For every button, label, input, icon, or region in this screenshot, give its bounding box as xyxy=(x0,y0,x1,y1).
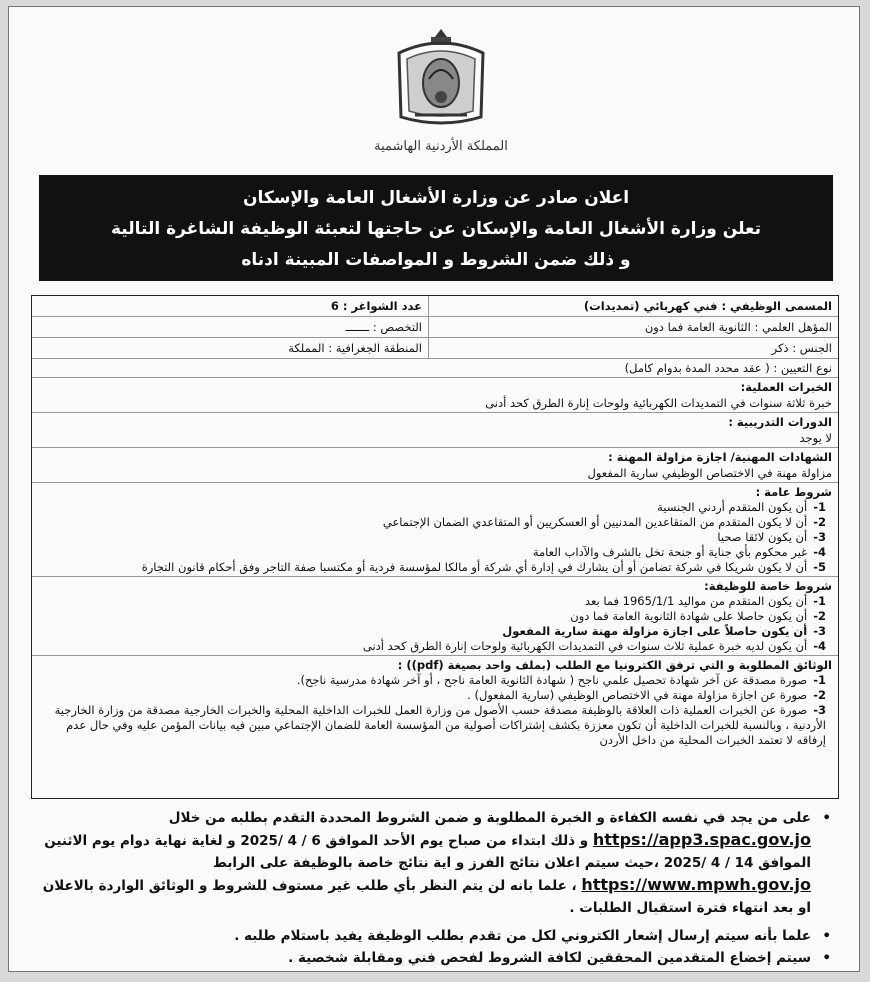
special-list xyxy=(38,594,832,654)
appointment-type: نوع التعيين : ( عقد محدد المدة بدوام كامل) xyxy=(32,359,838,378)
vacancies: عدد الشواغر : 6 xyxy=(32,296,428,317)
list-item: 2-أن يكون حاصلا على شهادة الثانوية العامة فما دون xyxy=(570,609,826,623)
required-documents xyxy=(32,656,838,749)
note-interview: • سيتم إخضاع المتقدمين المحققين لكافة الشروط لفحص فني ومقابلة شخصية . xyxy=(39,947,835,969)
apply-link[interactable]: https://app3.spac.gov.jo xyxy=(592,830,811,849)
general-heading: شروط عامة : xyxy=(755,485,832,499)
list-item: 3-صورة عن الخبرات العملية ذات العلاقة بالوظيفة مصدقة حسب الأصول من وزارة العمل للخبرات الداخلية المحلية والخبرات الخارجية مصدقة من وزارة الخارجية الأردنية ، وبالنسبة للخبرات الداخلية أن تكون معززة بكشف إشتراكات أصولية من المؤسسة العامة للضمان الإجتماعي مبين فيه بيانات المؤمن عليه وفي حال عدم إرفاقه لا تعتمد الخبرات المحلية من داخل الأردن xyxy=(54,703,826,747)
list-item: 2-صورة عن اجازة مزاولة مهنة في الاختصاص الوظيفي (سارية المفعول) . xyxy=(467,688,826,702)
header-banner xyxy=(39,175,833,281)
region: المنطقة الجغرافية : المملكة xyxy=(32,338,428,359)
general-list xyxy=(38,500,832,575)
list-item: 2-أن لا يكون المتقدم من المتقاعدين المدنيين أو العسكريين أو المتقاعدي الضمان الإجتماعي xyxy=(382,515,826,529)
note-notification: • علما بأنه سيتم إرسال إشعار الكتروني لكل من تقدم بطلب الوظيفة يفيد باستلام طلبه . xyxy=(39,925,835,947)
special-conditions xyxy=(32,577,838,656)
courses-section xyxy=(32,413,838,448)
courses-text: لا يوجد xyxy=(799,431,832,445)
bullet-icon: • xyxy=(822,810,831,826)
banner-line-2: تعلن وزارة الأشغال العامة والإسكان عن حاجتها لتعبئة الوظيفة الشاغرة التالية xyxy=(110,219,761,239)
bullet-icon: • xyxy=(822,950,831,966)
list-item: 1-أن يكون المتقدم أردني الجنسية xyxy=(657,500,826,514)
experience-text: خبرة ثلاثة سنوات في التمديدات الكهربائية ولوحات إنارة الطرق كحد أدنى xyxy=(485,396,832,410)
certs-heading: الشهادات المهنية/ اجازة مزاولة المهنة : xyxy=(608,450,832,464)
results-link[interactable]: https://www.mpwh.gov.jo xyxy=(581,875,811,894)
gender: الجنس : ذكر xyxy=(428,338,838,359)
courses-heading: الدورات التدريبية : xyxy=(728,415,832,429)
bullet-icon: • xyxy=(822,928,831,944)
kingdom-signature: المملكة الأردنية الهاشمية xyxy=(374,139,508,154)
application-notes xyxy=(39,807,835,969)
docs-list xyxy=(38,673,832,748)
list-item: 4-غير محكوم بأي جناية أو جنحة تخل بالشرف والآداب العامة xyxy=(532,545,826,559)
note-apply: • على من يجد في نفسه الكفاءة و الخبرة المطلوبة و ضمن الشروط المحددة التقدم بطلبه من خلال https://app3.spac.gov.jo و ذلك ابتداء من صباح يوم الأحد الموافق 6 / 4 /2025 و لغاية نهاية دوام يوم الاثنين الموافق 14 / 4 /2025 ،حيث سيتم اعلان نتائج الفرز و اية نتائج خاصة بالوظيفة على الرابط https://www.mpwh.gov.jo ، علما بانه لن يتم النظر بأي طلب غير مستوف للشروط و الوثائق الواردة بالاعلان او بعد انتهاء فترة استقبال الطلبات . xyxy=(39,807,835,919)
docs-heading: الوثائق المطلوبة و التي ترفق الكترونيا مع الطلب (بملف واحد بصيغة (pdf)) : xyxy=(397,658,832,672)
certs-text: مزاولة مهنة في الاختصاص الوظيفي سارية المفعول xyxy=(587,466,832,480)
details-row xyxy=(32,317,838,338)
banner-line-3: و ذلك ضمن الشروط و المواصفات المبينة ادناه xyxy=(241,250,631,270)
list-item: 1-أن يكون المتقدم من مواليد 1965/1/1 فما بعد xyxy=(584,594,826,608)
advertisement-page xyxy=(8,6,860,972)
special-heading: شروط خاصة للوظيفة: xyxy=(704,579,832,593)
job-title: المسمى الوظيفي : فني كهربائي (تمديدات) xyxy=(428,296,838,317)
specialization: التخصص : ـــــــ xyxy=(32,317,428,338)
details-row xyxy=(32,338,838,359)
list-item: 3-أن يكون حاصلاً على اجازة مزاولة مهنة سارية المفعول xyxy=(502,624,826,638)
general-conditions xyxy=(32,483,838,577)
experience-heading: الخبرات العملية: xyxy=(740,380,832,394)
qualification: المؤهل العلمي : الثانوية العامة فما دون xyxy=(428,317,838,338)
experience-section xyxy=(32,378,838,413)
banner-line-1: اعلان صادر عن وزارة الأشغال العامة والإسكان xyxy=(242,188,630,208)
list-item: 3-أن يكون لائقا صحيا xyxy=(717,530,826,544)
list-item: 5-أن لا يكون شريكا في شركة تضامن أو أن يشارك في إدارة أي شركة أو مالكا لمؤسسة فردية أو مكتسبا صفة التاجر وفق أحكام قانون التجارة xyxy=(141,560,826,574)
details-row xyxy=(32,296,838,317)
job-details-box xyxy=(31,295,839,799)
list-item: 4-أن يكون لديه خبرة عملية ثلاث سنوات في التمديدات الكهربائية ولوحات إنارة الطرق كحد أدنى xyxy=(362,639,826,653)
certs-section xyxy=(32,448,838,483)
list-item: 1-صورة مصدقة عن آخر شهادة تحصيل علمي ناجح ( شهادة الثانوية العامة ناجح ، أو آخر شهادة مدرسية ناجح). xyxy=(296,673,826,687)
jordan-coat-of-arms-icon xyxy=(385,25,497,131)
